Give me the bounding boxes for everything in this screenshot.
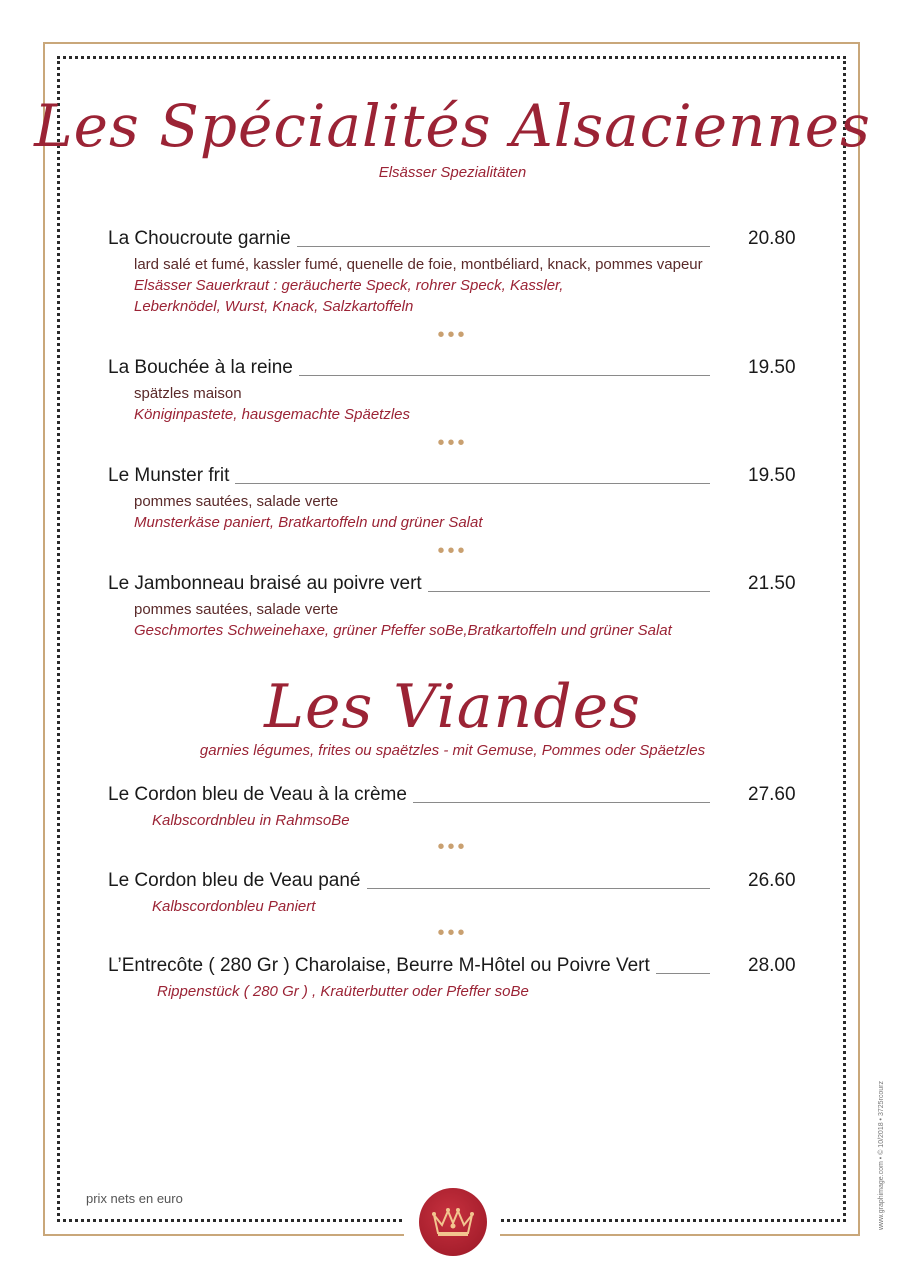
separator-dots: ••• (437, 540, 468, 562)
item-german-line: Elsässer Sauerkraut : geräucherte Speck, rohrer Speck, Kassler, (134, 277, 564, 294)
item-price: 28.00 (748, 955, 796, 976)
item-name: Le Munster frit (108, 465, 235, 487)
item-price: 19.50 (748, 465, 796, 486)
separator-dots: ••• (437, 922, 468, 944)
section-title-viandes: Les Viandes (264, 672, 641, 742)
separator-dots: ••• (437, 324, 468, 346)
item-price: 27.60 (748, 784, 796, 805)
menu-item-choucroute (108, 228, 808, 317)
item-german-line: Munsterkäse paniert, Bratkartoffeln und grüner Salat (134, 514, 483, 531)
item-name: La Bouchée à la reine (108, 357, 299, 379)
item-description: spätzles maison (134, 385, 242, 402)
menu-item-jambonneau (108, 573, 808, 641)
item-german-line: Geschmortes Schweinehaxe, grüner Pfeffer soBe,Bratkartoffeln und grüner Salat (134, 622, 672, 639)
menu-item-bouchee (108, 357, 808, 425)
section-title-specialites: Les Spécialités Alsaciennes (34, 92, 871, 160)
menu-item-cordon-bleu-creme (108, 784, 808, 831)
menu-item-entrecote (108, 955, 808, 1002)
item-name: Le Cordon bleu de Veau pané (108, 870, 367, 892)
item-name: L’Entrecôte ( 280 Gr ) Charolaise, Beurre M-Hôtel ou Poivre Vert (108, 955, 656, 977)
item-price: 20.80 (748, 228, 796, 249)
item-description: pommes sautées, salade verte (134, 601, 339, 618)
item-price: 19.50 (748, 357, 796, 378)
crown-icon (430, 1205, 476, 1239)
crown-logo (419, 1188, 487, 1256)
footer-price-note: prix nets en euro (86, 1191, 183, 1206)
item-german-line: Rippenstück ( 280 Gr ) , Kraüterbutter oder Pfeffer soBe (157, 983, 529, 1000)
item-name: La Choucroute garnie (108, 228, 297, 250)
item-german-line: Kalbscordnbleu in RahmsoBe (152, 812, 350, 829)
item-description: lard salé et fumé, kassler fumé, quenelle de foie, montbéliard, knack, pommes vapeur (134, 256, 703, 273)
menu-item-munster (108, 465, 808, 533)
separator-dots: ••• (437, 432, 468, 454)
printer-credit: www.graphimage.com • © 10/2018 • 3725rcourz (878, 1081, 885, 1230)
item-price: 26.60 (748, 870, 796, 891)
section-subtitle-viandes: garnies légumes, frites ou spaëtzles - mit Gemuse, Pommes oder Späetzles (199, 742, 706, 759)
menu-item-cordon-bleu-pane (108, 870, 808, 917)
item-price: 21.50 (748, 573, 796, 594)
item-name: Le Cordon bleu de Veau à la crème (108, 784, 413, 806)
item-description: pommes sautées, salade verte (134, 493, 339, 510)
item-german-line: Kalbscordonbleu Paniert (152, 898, 316, 915)
separator-dots: ••• (437, 836, 468, 858)
section-subtitle-specialites: Elsässer Spezialitäten (378, 164, 527, 181)
item-german-line: Leberknödel, Wurst, Knack, Salzkartoffeln (134, 298, 414, 315)
item-name: Le Jambonneau braisé au poivre vert (108, 573, 428, 595)
item-german-line: Königinpastete, hausgemachte Späetzles (134, 406, 411, 423)
